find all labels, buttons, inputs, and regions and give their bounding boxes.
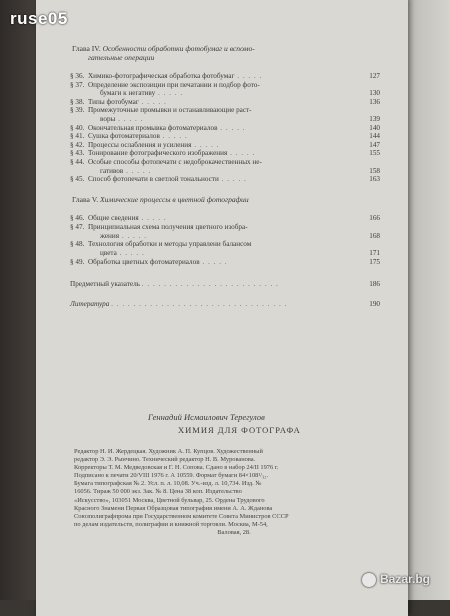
literature-entry: Литература . . . . . . . . . . . . . . . . . . . . . . . . . . . . . . . . [70,300,288,308]
toc-entry-number: § 42. [70,140,85,149]
toc-entry: бумаги к негативу . . . . . [100,89,184,98]
imprint-line: по делам издательств, полиграфии и книжной торговли. Москва, М-54, [74,520,268,528]
toc-entry-text: Принципиальная схема получения цветного изобра- [87,222,248,231]
colophon-title: ХИМИЯ ДЛЯ ФОТОГРАФА [178,425,301,435]
toc-entry-page: 163 [369,175,380,184]
toc-entry-page: 139 [369,115,380,123]
toc-entry-page: 130 [369,89,380,98]
imprint-line: Валовая, 28. [217,528,251,536]
toc-entry: воры . . . . . [100,115,144,123]
toc-entry-text: жения [100,231,120,240]
chapter-5-title: Химические процессы в цветной фотографии [100,195,249,204]
toc-entry: § 41. Сушка фотоматериалов . . . . . [70,132,188,141]
site-logo: ruse05 [10,9,68,28]
imprint-line: Подписано к печати 20/VIII 1976 г. А 10559. Формат бумаги 84×108¹/₃₂. [74,472,269,480]
toc-entry-page: 166 [369,214,380,222]
toc-entry-text: Химико-фотографическая обработка фотобумаг [87,72,235,80]
toc-entry: § 49. Обработка цветных фотоматериалов . . . . . [70,258,228,266]
chapter-4-label: Глава IV. [72,44,101,53]
toc-entry-page: 168 [369,231,380,240]
toc-entry-page: 147 [369,140,380,149]
toc-entry-page: 158 [369,166,380,175]
toc-entry: § 45. Способ фотопечати в светлой тональности . . . . . [70,175,247,184]
toc-entry-number: § 44. [70,158,85,166]
imprint-line: «Искусство», 103051 Москва, Цветной бульвар, 25. Ордена Трудового [74,496,265,504]
imprint-line: Корректоры Т. М. Медведовская и Г. Н. Сопова. Сдано в набор 24/II 1976 г. [74,464,279,472]
colophon-imprint [74,448,394,537]
toc-entry-page: 175 [369,258,380,266]
chapter-4-title: Особенности обработки фотобумаг и вспомо- [102,44,255,53]
imprint-line: Союзполиграфпрома при Государственном комитете Совета Министров СССР [74,512,289,520]
toc-entry-number: § 40. [70,123,85,132]
toc-entry: § 36. Химико-фотографическая обработка фотобумаг . . . . . [70,72,263,80]
toc-entry-number: § 48. [70,240,85,249]
index-entry: Предметный указатель . . . . . . . . . . . . . . . . . . . . . . . . . [70,280,279,288]
imprint-line: Редактор Н. И. Жердецкая. Художник А. П. Купцов. Художественный [74,448,263,455]
colophon-author: Геннадий Исмаилович Терегулов [148,412,265,422]
toc-entry-number: § 47. [70,222,85,231]
toc-entry: § 40. Окончательная промывка фотоматериалов . . . . . [70,123,246,132]
toc-entry-number: § 45. [70,175,85,184]
toc-entry: § 43. Тонирование фотографического изображения . . . . . [70,149,256,158]
toc-entry: гативов . . . . . [100,166,152,175]
toc-entry-page: 140 [369,123,380,132]
toc-entry-number: § 43. [70,149,85,158]
toc-entry-page: 127 [369,72,380,80]
toc-entry-page: 136 [369,97,380,106]
toc-entry-page: 155 [369,149,380,158]
toc-entry-text: Окончательная промывка фотоматериалов [87,123,218,132]
toc-entry-number: § 36. [70,72,85,80]
chapter-5-heading [72,195,249,204]
toc-entry-text: гативов [100,166,124,175]
toc-entry-page: 144 [369,132,380,141]
toc-entry-text: Определение экспозиции при печатании и подбор фото- [87,80,260,89]
imprint-line: Красного Знамени Первая Образцовая типография имени А. А. Жданова [74,504,273,512]
toc-entry-page: 171 [369,249,380,258]
chapter-5-label: Глава V. [72,195,99,204]
toc-entry-text: Обработка цветных фотоматериалов [87,258,200,266]
toc-entry: цвета . . . . . [100,249,145,258]
toc-entry-text: Сушка фотоматериалов [87,132,160,141]
toc-entry-number: § 46. [70,214,85,222]
toc-entry-text: Способ фотопечати в светлой тональности [87,175,219,184]
toc-entry-text: Особые способы фотопечати с недоброкачественных не- [87,158,262,166]
toc-entry [70,223,248,232]
toc-entry-text: бумаги к негативу [100,89,156,98]
toc-entry-number: § 38. [70,97,85,106]
toc-entry-number: § 41. [70,132,85,141]
toc-entry-text: Технология обработки и методы управлени балансом [87,240,252,249]
toc-entry-number: § 37. [70,80,85,89]
toc-entry-text: Процессы ослабления и усиления [87,140,192,149]
toc-entry: § 46. Общие сведения . . . . . [70,214,167,222]
toc-entry-number: § 39. [70,106,85,115]
toc-entry-text: воры [100,115,116,123]
index-page: 186 [369,280,380,288]
literature-page: 190 [369,300,380,308]
chapter-4-heading [72,44,255,53]
toc-entry-text: Общие сведения [87,214,139,222]
toc-entry: § 38. Типы фотобумаг . . . . . [70,97,167,106]
toc-entry-text: Тонирование фотографического изображения [87,149,228,158]
imprint-line: Бумага типографская № 2. Усл. п. л. 10,08. Уч.-изд. л. 10,734. Изд. № [74,480,262,488]
toc-entry: жения . . . . . [100,231,148,240]
imprint-line: 16056. Тираж 50 000 экз. Зак. № 8. Цена 38 коп. Издательство [74,488,242,496]
watermark-text: Bazar.bg [380,572,431,586]
chapter-4-title-cont: гательные операции [88,53,155,62]
toc-entry-text: Промежуточные промывки и останавливающие раст- [87,106,252,115]
facing-page-edge [404,0,450,600]
toc-entry-number: § 49. [70,258,85,266]
toc-entry-text: цвета [100,249,117,258]
toc-entry [70,158,262,167]
imprint-line: редактор Э. Э. Рынчино. Технический редактор Н. В. Мурованова. [74,456,256,464]
toc-entry [70,240,251,249]
toc-entry: § 42. Процессы ослабления и усиления . . . . . [70,140,220,149]
watermark-icon [362,573,376,587]
toc-entry [70,106,252,115]
toc-entry-text: Типы фотобумаг [87,97,139,106]
